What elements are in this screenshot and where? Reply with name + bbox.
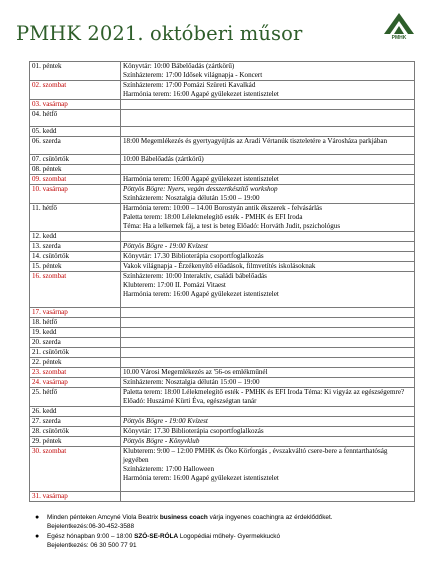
event-line: Paletta terem: 18:00 Lélekmelegítő esték - PMHK és EFI Iroda (123, 213, 303, 221)
day-cell: 16. szombat (30, 272, 121, 308)
day-cell: 22. péntek (30, 358, 121, 368)
schedule-row (30, 232, 415, 242)
events-cell (121, 447, 415, 492)
event-line: Könyvtár: 10:00 Bábelőadás (zártkörű) (123, 62, 235, 70)
schedule-row (30, 368, 415, 378)
event-line: Színházterem: 17:00 Idősek világnapja - Koncert (123, 71, 263, 79)
schedule-row (30, 358, 415, 368)
day-cell: 08. péntek (30, 165, 121, 175)
events-cell (121, 328, 415, 338)
schedule-row (30, 81, 415, 100)
day-cell: 10. vasárnap (30, 185, 121, 204)
day-cell: 15. péntek (30, 262, 121, 272)
day-cell: 03. vasárnap (30, 100, 121, 110)
day-cell: 21. csütörtök (30, 348, 121, 358)
day-cell: 12. kedd (30, 232, 121, 242)
schedule-row (30, 175, 415, 185)
day-cell: 06. szerda (30, 137, 121, 155)
day-cell: 11. hétfő (30, 204, 121, 232)
event-line: Harmónia terem: 16:00 Agapé gyülekezet istentisztelet (123, 474, 279, 482)
event-line: Pöttyös Bögre - 19:00 Kvízest (123, 417, 208, 425)
bullet-icon: ● (35, 514, 40, 521)
day-cell: 29. péntek (30, 437, 121, 447)
page-title: PMHK 2021. októberi műsor (16, 22, 303, 45)
events-cell (121, 427, 415, 437)
day-cell: 19. kedd (30, 328, 121, 338)
schedule-row (30, 407, 415, 417)
schedule-row (30, 242, 415, 252)
events-cell (121, 110, 415, 127)
events-cell (121, 175, 415, 185)
events-cell (121, 100, 415, 110)
day-cell: 09. szombat (30, 175, 121, 185)
day-cell: 07. csütörtök (30, 155, 121, 165)
event-line: Pöttyös Bögre: Nyers, vegán desszertkészítő workshop (123, 185, 278, 193)
schedule-row (30, 204, 415, 232)
day-cell: 26. kedd (30, 407, 121, 417)
events-cell (121, 358, 415, 368)
note-logopedia (34, 533, 424, 550)
events-cell (121, 388, 415, 407)
events-cell (121, 492, 415, 502)
note-coaching (34, 514, 424, 531)
schedule-row (30, 185, 415, 204)
day-cell: 28. csütörtök (30, 427, 121, 437)
events-cell (121, 242, 415, 252)
schedule-row (30, 110, 415, 127)
note-contact: Bejelentkezés:06-30-452-3588 (47, 522, 135, 530)
event-line: Téma: Ha a lelkemek fáj, a test is beteg Előadó: Horváth Judit, pszichológus (123, 222, 341, 230)
day-cell: 01. péntek (30, 62, 121, 81)
schedule-row (30, 127, 415, 137)
event-line: Színházterem: 17:00 Pomázi Szüreti Kavalkád (123, 81, 256, 89)
event-line: 10:00 Bábelőadás (zártkörű) (123, 155, 204, 163)
events-cell (121, 407, 415, 417)
event-line: Pöttyös Bögre - 19:00 Kvízest (123, 242, 208, 250)
event-line: Klubterem: 17:00 II. Pomázi Vitaest (123, 281, 226, 289)
schedule-row (30, 100, 415, 110)
schedule-row (30, 437, 415, 447)
note-text: Minden pénteken Amcyné Viola Beatrix business coach várja ingyenes coachingra az érdeklődőket. (47, 514, 333, 521)
bullet-icon: ● (35, 533, 40, 541)
events-cell (121, 155, 415, 165)
schedule-row (30, 338, 415, 348)
events-cell (121, 252, 415, 262)
events-cell (121, 338, 415, 348)
event-line: Harmónia terem: 16:00 Agapé gyülekezet istentisztelet (123, 90, 279, 98)
event-line: 18:00 Megemlékezés és gyertyagyújtás az Aradi Vértanúk tiszteletére a Városháza parkjában (123, 137, 388, 145)
schedule-row (30, 348, 415, 358)
day-cell: 02. szombat (30, 81, 121, 100)
day-cell: 23. szombat (30, 368, 121, 378)
events-cell (121, 185, 415, 204)
schedule-row (30, 318, 415, 328)
events-cell (121, 81, 415, 100)
schedule-row (30, 137, 415, 155)
schedule-row (30, 378, 415, 388)
event-line: Harmónia terem: 16:00 Agapé gyülekezet istentisztelet (123, 290, 279, 298)
events-cell (121, 127, 415, 137)
events-cell (121, 348, 415, 358)
events-cell (121, 137, 415, 155)
event-line: Színházterem: Nosztalgia délután 15:00 – 19:00 (123, 378, 260, 386)
events-cell (121, 378, 415, 388)
event-line: Klubterem: 9:00 – 12:00 PMHK és Öko Körforgás , évszakváltó csere-bere a fenntarthatóság jegyében (123, 447, 388, 464)
event-line: Vakok világnapja - Érzékenyítő előadások, filmvetítés iskolásoknak (123, 262, 316, 270)
day-cell: 05. kedd (30, 127, 121, 137)
event-line: Könyvtár: 17.30 Biblioterápia csoportfoglalkozás (123, 427, 264, 435)
pmhk-logo (381, 10, 417, 46)
day-cell: 27. szerda (30, 417, 121, 427)
day-cell: 25. hétfő (30, 388, 121, 407)
events-cell (121, 308, 415, 318)
events-cell (121, 262, 415, 272)
event-line: 10.00 Városi Megemlékezés az '56-os emlékműnél (123, 368, 268, 376)
program-table (29, 61, 415, 502)
day-cell: 20. szerda (30, 338, 121, 348)
events-cell (121, 165, 415, 175)
event-line: Színházterem: 10:00 Interaktív, családi bábelőadás (123, 272, 267, 280)
schedule-row (30, 262, 415, 272)
schedule-row (30, 427, 415, 437)
day-cell: 17. vasárnap (30, 308, 121, 318)
event-line: Könyvtár: 17.30 Biblioterápia csoportfoglalkozás (123, 252, 264, 260)
events-cell (121, 204, 415, 232)
events-cell (121, 62, 415, 81)
schedule-row (30, 62, 415, 81)
logo-text: PMHK (391, 35, 407, 41)
events-cell (121, 368, 415, 378)
events-cell (121, 318, 415, 328)
schedule-row (30, 308, 415, 318)
events-cell (121, 417, 415, 427)
event-line: Színházterem: Nosztalgia délután 15:00 – 19:00 (123, 194, 260, 202)
schedule-row (30, 328, 415, 338)
day-cell: 13. szerda (30, 242, 121, 252)
schedule-row (30, 417, 415, 427)
event-line: Paletta terem: 18:00 Lélekmelegítő esték - PMHK és EFI Iroda Téma: Ki vigyáz az egészségemre? Előadó: Huszárné Kürti Éva, egészségtan tanár (123, 388, 405, 405)
day-cell: 04. hétfő (30, 110, 121, 127)
day-cell: 30. szombat (30, 447, 121, 492)
header (14, 10, 419, 50)
day-cell: 18. hétfő (30, 318, 121, 328)
note-contact: Bejelentkezés: 06 30 500 77 91 (47, 541, 137, 549)
day-cell: 14. csütörtök (30, 252, 121, 262)
schedule-row (30, 155, 415, 165)
event-line: Pöttyös Bögre - Könyvklub (123, 437, 200, 445)
schedule-row (30, 272, 415, 308)
events-cell (121, 437, 415, 447)
event-line: Harmónia terem: 10:00 – 14.00 Borostyán antik ékszerek - felvásárlás (123, 204, 322, 212)
events-cell (121, 232, 415, 242)
schedule-row (30, 447, 415, 492)
note-text: Egész hónapban 9:00 – 18:00 SZÓ-SE-RÓLA Logopédiai műhely- Gyermekkuckó (47, 533, 281, 541)
event-line: Színházterem: 17:00 Halloween (123, 465, 215, 473)
event-line: Harmónia terem: 16:00 Agapé gyülekezet istentisztelet (123, 175, 279, 183)
schedule-row (30, 165, 415, 175)
events-cell (121, 272, 415, 308)
day-cell: 24. vasárnap (30, 378, 121, 388)
notes (34, 514, 424, 552)
schedule-row (30, 492, 415, 502)
schedule-row (30, 252, 415, 262)
day-cell: 31. vasárnap (30, 492, 121, 502)
schedule-row (30, 388, 415, 407)
